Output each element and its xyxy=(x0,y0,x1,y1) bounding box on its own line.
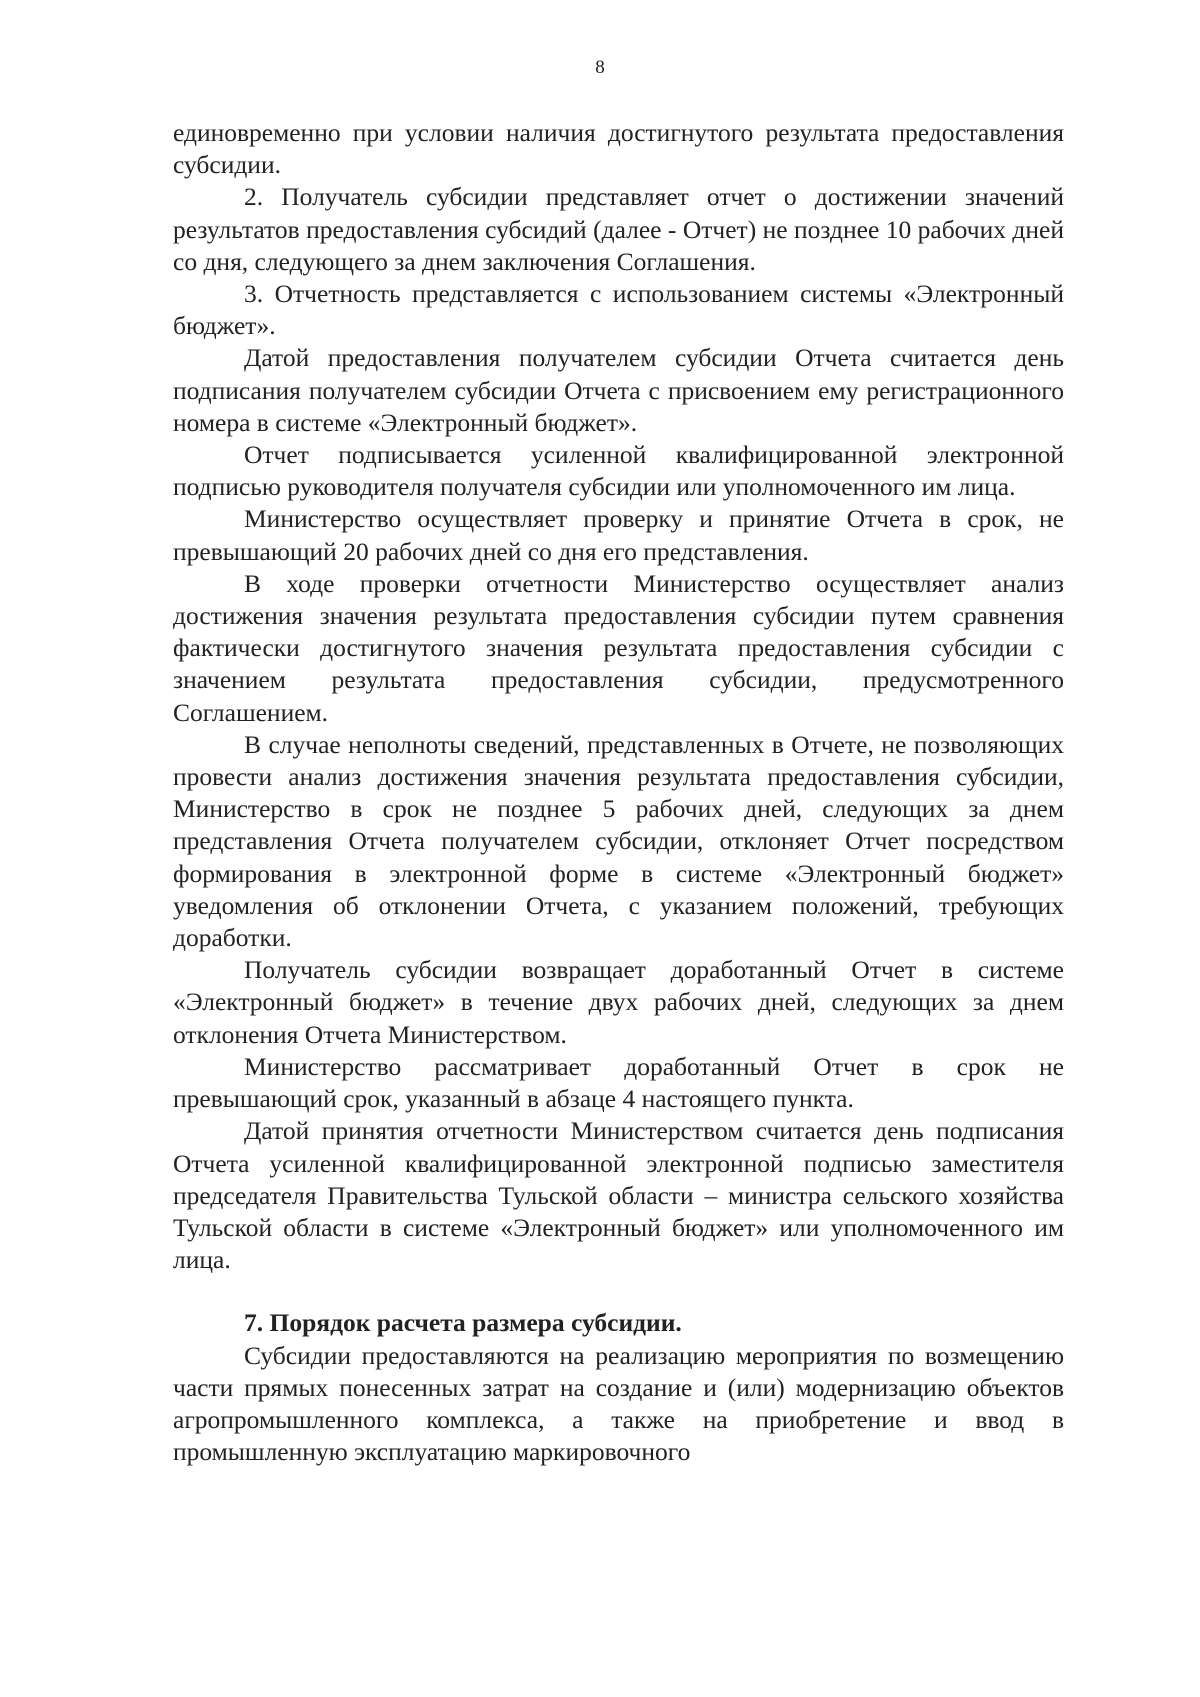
section-heading: 7. Порядок расчета размера субсидии. xyxy=(244,1308,682,1338)
paragraph-analysis: В ходе проверки отчетности Министерство осуществляет анализ достижения значения результата предоставления субсидии путем сравнения фактически достигнутого значения результата предоставления субсидии с значением результата предоставления субсидии, предусмотренного Соглашением. xyxy=(173,568,1064,727)
paragraph-item-3: 3. Отчетность представляется с использованием системы «Электронный бюджет». xyxy=(173,279,1064,341)
paragraph-acceptance-date: Датой принятия отчетности Министерством считается день подписания Отчета усиленной квалифицированной электронной подписью заместителя председателя Правительства Тульской области – министра сельского хозяйства Тульской области в системе «Электронный бюджет» или уполномоченного им лица. xyxy=(173,1116,1064,1275)
paragraph-ministry-check: Министерство осуществляет проверку и принятие Отчета в срок, не превышающий 20 рабочих дней со дня его представления. xyxy=(173,504,1064,566)
document-body xyxy=(173,117,1064,1468)
paragraph-report-signature: Отчет подписывается усиленной квалифицированной электронной подписью руководителя получателя субсидии или уполномоченного им лица. xyxy=(173,440,1064,502)
paragraph-return-report: Получатель субсидии возвращает доработанный Отчет в системе «Электронный бюджет» в течение двух рабочих дней, следующих за днем отклонения Отчета Министерством. xyxy=(173,955,1064,1049)
paragraph-incomplete-info: В случае неполноты сведений, представленных в Отчете, не позволяющих провести анализ достижения значения результата предоставления субсидии, Министерство в срок не позднее 5 рабочих дней, следующих за днем представления Отчета получателем субсидии, отклоняет Отчет посредством формирования в электронной форме в системе «Электронный бюджет» уведомления об отклонении Отчета, с указанием положений, требующих доработки. xyxy=(173,729,1064,953)
paragraph-subsidy-calculation: Субсидии предоставляются на реализацию мероприятия по возмещению части прямых понесенных затрат на создание и (или) модернизацию объектов агропромышленного комплекса, а также на приобретение и ввод в промышленную эксплуатацию маркировочного xyxy=(173,1340,1064,1467)
paragraph-continuation: единовременно при условии наличия достигнутого результата предоставления субсидии. xyxy=(173,118,1064,180)
page-number: 8 xyxy=(595,57,605,78)
paragraph-item-2: 2. Получатель субсидии представляет отчет о достижении значений результатов предоставления субсидий (далее - Отчет) не позднее 10 рабочих дней со дня, следующего за днем заключения Соглашения. xyxy=(173,182,1064,276)
paragraph-report-date: Датой предоставления получателем субсидии Отчета считается день подписания получателем субсидии Отчета с присвоением ему регистрационного номера в системе «Электронный бюджет». xyxy=(173,343,1064,437)
paragraph-review-report: Министерство рассматривает доработанный Отчет в срок не превышающий срок, указанный в абзаце 4 настоящего пункта. xyxy=(173,1051,1064,1114)
